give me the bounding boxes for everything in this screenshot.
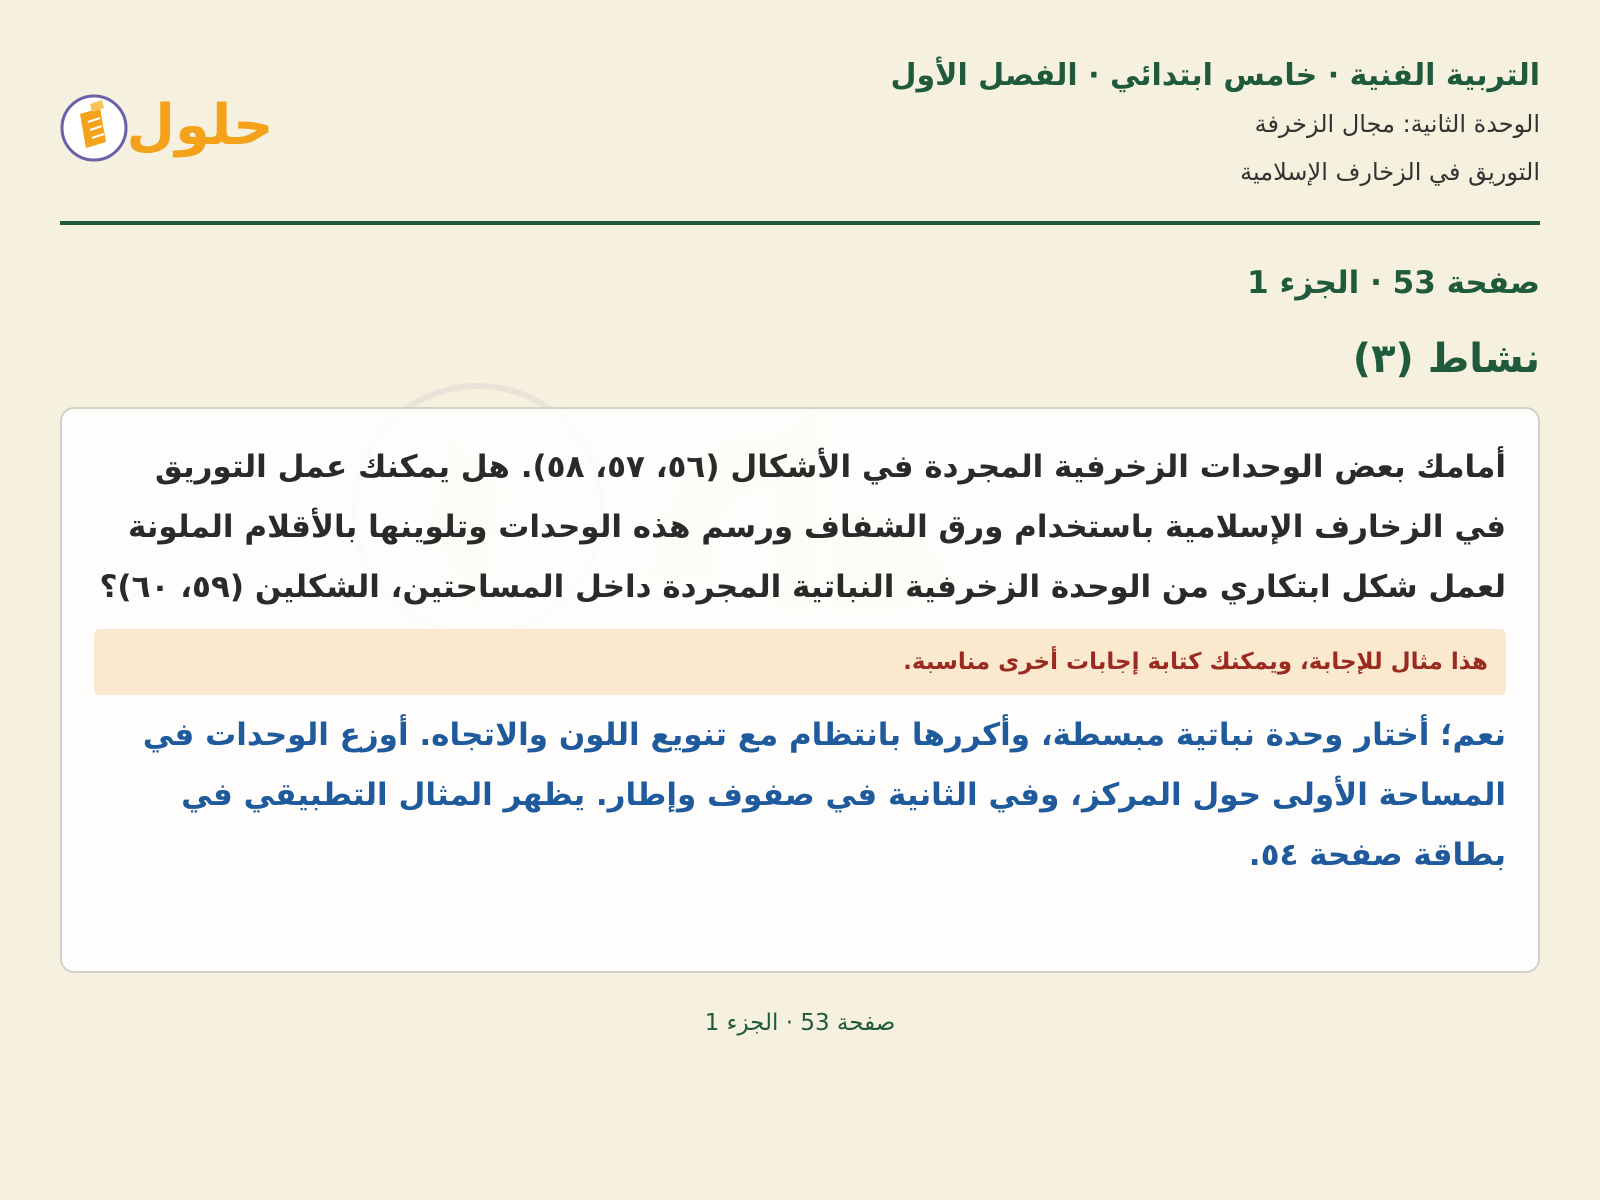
lesson-label: التوريق في الزخارف الإسلامية [1240,158,1540,186]
answer-note: هذا مثال للإجابة، ويمكنك كتابة إجابات أخرى مناسبة. [94,629,1506,695]
unit-label: الوحدة الثانية: مجال الزخرفة [1254,110,1540,138]
page-title: التربية الفنية · خامس ابتدائي · الفصل الأول [890,58,1540,93]
header-text [890,52,1540,196]
book-pencil-icon [62,96,126,160]
hulul-logo[interactable] [60,78,280,168]
activity-title: نشاط (٣) [1352,336,1540,382]
activity-card [60,407,1540,973]
answer-text: نعم؛ أختار وحدة نباتية مبسطة، وأكررها بانتظام مع تنويع اللون والاتجاه. أوزع الوحدات في المساحة الأولى حول المركز، وفي الثانية في صفوف وإطار. يظهر المثال التطبيقي في بطاقة صفحة ٥٤. [142,717,1506,873]
logo-text: حلول [126,93,274,158]
question-text: أمامك بعض الوحدات الزخرفية المجردة في الأشكال (٥٦، ٥٧، ٥٨). هل يمكنك عمل التوريق في الزخارف الإسلامية باستخدام ورق الشفاف ورسم هذه الوحدات وتلوينها بالأقلام الملونة لعمل شكل ابتكاري من الوحدة الزخرفية النباتية المجردة داخل المساحتين، الشكلين (٥٩، ٦٠)؟ [99,449,1506,605]
header [60,0,1540,225]
footer-page-reference: صفحة 53 · الجزء 1 [704,1010,896,1036]
page-reference: صفحة 53 · الجزء 1 [1247,265,1540,301]
